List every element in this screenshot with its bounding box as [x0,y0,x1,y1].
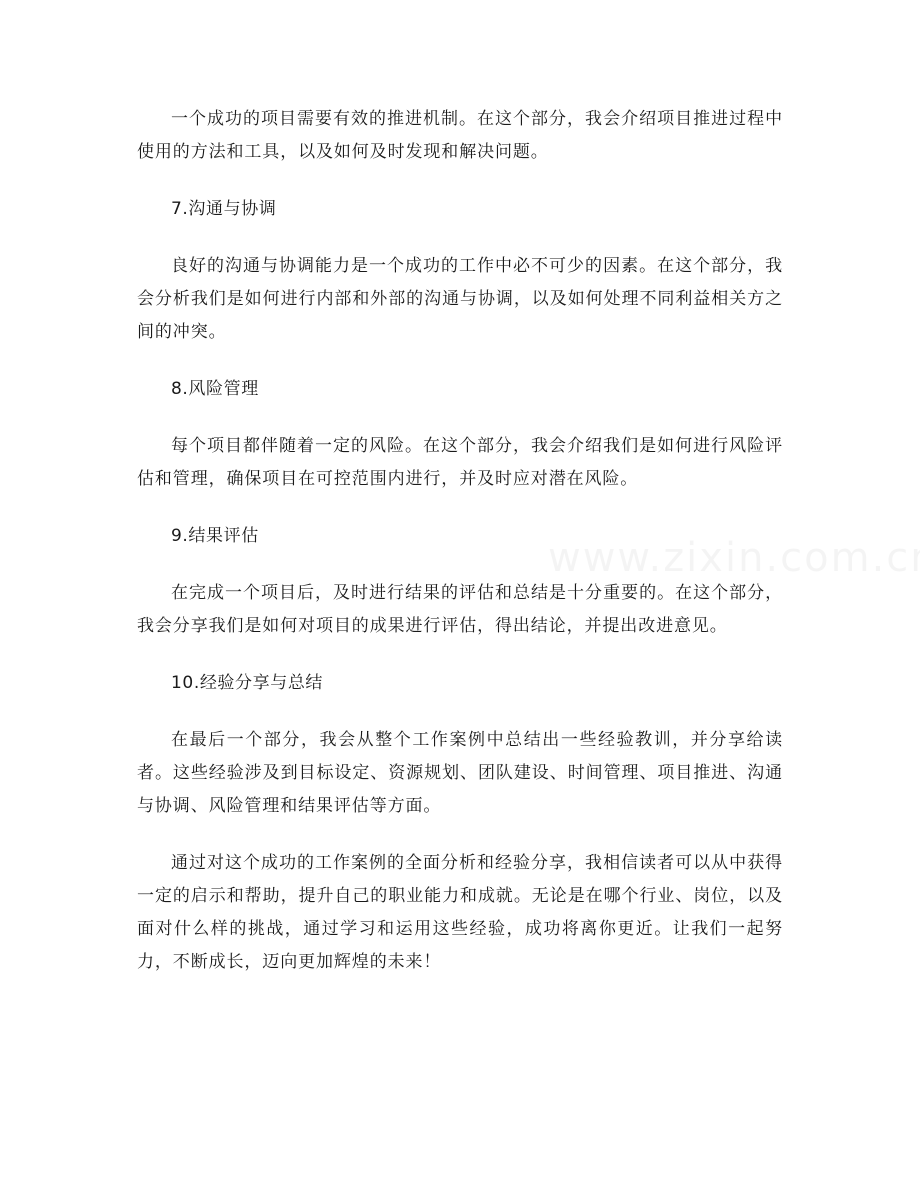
paragraph-experience-sharing: 在最后一个部分，我会从整个工作案例中总结出一些经验教训，并分享给读者。这些经验涉及到目标设定、资源规划、团队建设、时间管理、项目推进、沟通与协调、风险管理和结果评估等方面。 [137,730,783,816]
paragraph-risk-management: 每个项目都伴随着一定的风险。在这个部分，我会介绍我们是如何进行风险评估和管理，确保项目在可控范围内进行，并及时应对潜在风险。 [137,436,783,489]
section-heading-communication: 7.沟通与协调 [171,199,277,219]
paragraph-conclusion: 通过对这个成功的工作案例的全面分析和经验分享，我相信读者可以从中获得一定的启示和帮助，提升自己的职业能力和成就。无论是在哪个行业、岗位，以及面对什么样的挑战，通过学习和运用这些经验，成功将离你更近。让我们一起努力，不断成长，迈向更加辉煌的未来！ [137,853,783,972]
paragraph-project-advancement: 一个成功的项目需要有效的推进机制。在这个部分，我会介绍项目推进过程中使用的方法和工具，以及如何及时发现和解决问题。 [137,109,783,162]
watermark-text [548,535,920,581]
paragraph-communication: 良好的沟通与协调能力是一个成功的工作中必不可少的因素。在这个部分，我会分析我们是如何进行内部和外部的沟通与协调，以及如何处理不同利益相关方之间的冲突。 [137,256,783,342]
section-heading-risk-management: 8.风险管理 [171,379,259,399]
section-heading-experience-sharing: 10.经验分享与总结 [171,673,324,693]
paragraph-result-evaluation: 在完成一个项目后，及时进行结果的评估和总结是十分重要的。在这个部分，我会分享我们是如何对项目的成果进行评估，得出结论，并提出改进意见。 [137,583,783,636]
section-heading-result-evaluation: 9.结果评估 [171,526,259,546]
